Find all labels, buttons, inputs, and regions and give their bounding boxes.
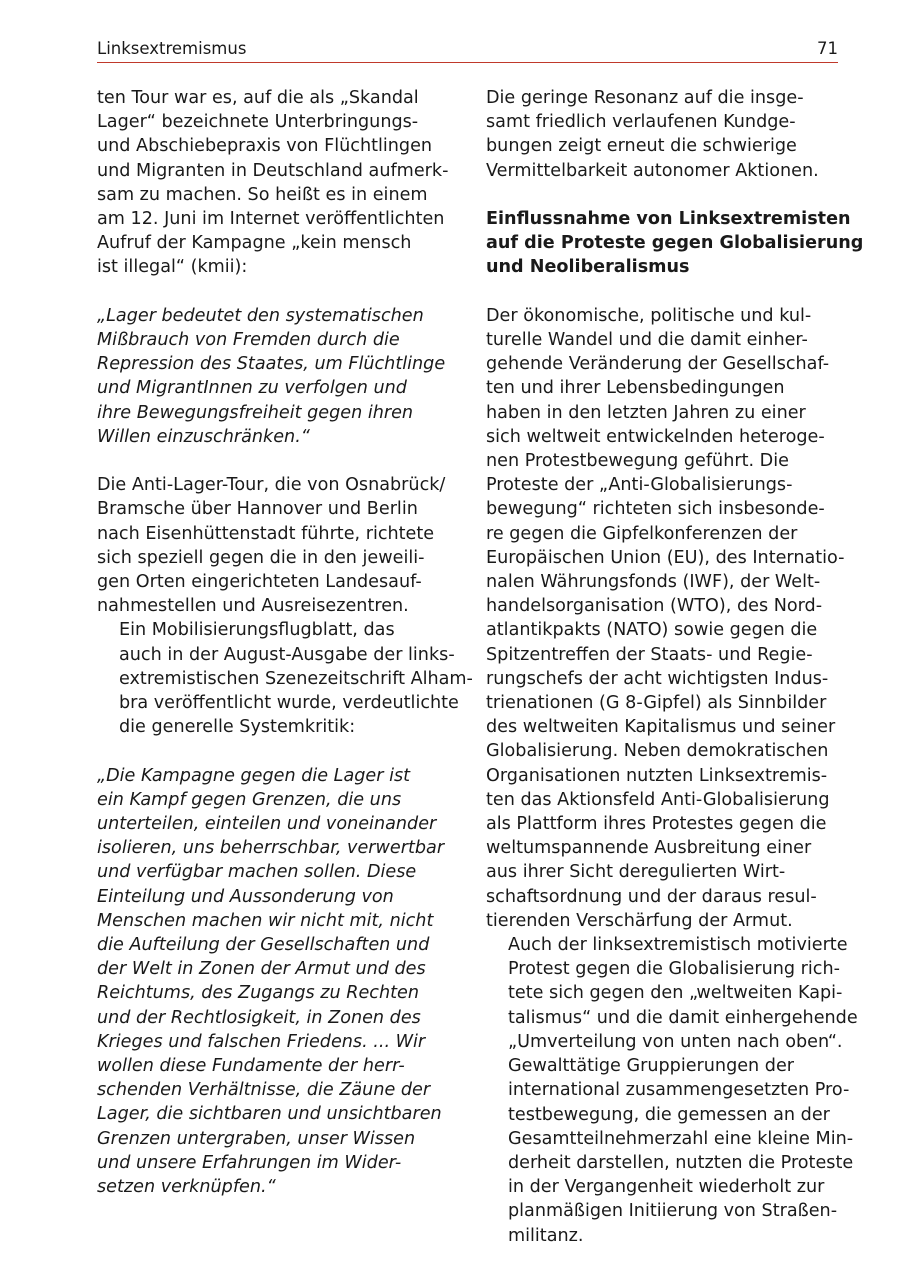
quote-lager bbox=[97, 304, 452, 449]
text-line: international zusammengesetzten Pro- bbox=[508, 1080, 850, 1101]
text-line: ein Kampf gegen Grenzen, die uns bbox=[97, 789, 402, 810]
text-line: Repression des Staates, um Flüchtlinge bbox=[97, 354, 446, 375]
text-line: re gegen die Gipfelkonferenzen der bbox=[486, 523, 798, 544]
text-line: Ein Mobilisierungsflugblatt, das bbox=[119, 620, 395, 641]
text-line: derheit darstellen, nutzten die Proteste bbox=[508, 1152, 854, 1173]
right-column bbox=[486, 86, 864, 1248]
running-header bbox=[97, 38, 838, 63]
text-line: ihre Bewegungsfreiheit gegen ihren bbox=[97, 402, 414, 423]
text-line: planmäßigen Initiierung von Straßen- bbox=[508, 1201, 838, 1222]
text-line: Krieges und falschen Friedens. ... Wir bbox=[97, 1031, 426, 1052]
text-line: gehende Veränderung der Gesellschaf- bbox=[486, 354, 830, 375]
text-line: am 12. Juni im Internet veröffentlichten bbox=[97, 209, 445, 230]
text-line: „Lager bedeutet den systematischen bbox=[97, 305, 424, 326]
text-line: Grenzen untergraben, unser Wissen bbox=[97, 1128, 416, 1149]
text-line: haben in den letzten Jahren zu einer bbox=[486, 402, 806, 423]
text-line: tierenden Verschärfung der Armut. bbox=[486, 910, 793, 931]
text-line: bewegung“ richteten sich insbesonde- bbox=[486, 499, 825, 520]
paragraph-protest bbox=[486, 933, 858, 1248]
text-line: handelsorganisation (WTO), des Nord- bbox=[486, 596, 823, 617]
text-line: extremistischen Szenezeitschrift Alham- bbox=[119, 668, 473, 689]
text-line: als Plattform ihres Protestes gegen die bbox=[486, 814, 827, 835]
text-line: Vermittelbarkeit autonomer Aktionen. bbox=[486, 160, 819, 181]
text-line: und MigrantInnen zu verfolgen und bbox=[97, 378, 407, 399]
section-title: Linksextremismus bbox=[97, 39, 247, 58]
text-line: und der Rechtlosigkeit, in Zonen des bbox=[97, 1007, 421, 1028]
text-line: und Abschiebepraxis von Flüchtlingen bbox=[97, 136, 433, 157]
text-line: Aufruf der Kampagne „kein mensch bbox=[97, 233, 412, 254]
text-line: sam zu machen. So heißt es in einem bbox=[97, 184, 428, 205]
text-line: in der Vergangenheit wiederholt zur bbox=[508, 1177, 825, 1198]
text-line: Menschen machen wir nicht mit, nicht bbox=[97, 910, 434, 931]
text-line: ten das Aktionsfeld Anti-Globalisierung bbox=[486, 789, 830, 810]
text-line: testbewegung, die gemessen an der bbox=[508, 1104, 830, 1125]
text-line: ten und ihrer Lebensbedingungen bbox=[486, 378, 785, 399]
text-line: Einflussnahme von Linksextremisten bbox=[486, 209, 851, 229]
text-line: turelle Wandel und die damit einher- bbox=[486, 330, 808, 350]
text-line: samt friedlich verlaufenen Kundge- bbox=[486, 112, 796, 133]
text-line: und Migranten in Deutschland aufmerk- bbox=[97, 160, 449, 181]
text-line: die generelle Systemkritik: bbox=[119, 717, 356, 738]
page-number: 71 bbox=[817, 39, 838, 58]
text-line: Organisationen nutzten Linksextremis- bbox=[486, 765, 828, 786]
text-line: talismus“ und die damit einhergehende bbox=[508, 1007, 858, 1028]
text-line: Auch der linksextremistisch motivierte bbox=[508, 935, 848, 956]
text-line: isolieren, uns beherrschbar, verwertbar bbox=[97, 838, 445, 859]
paragraph-wandel bbox=[486, 304, 845, 933]
text-line: Die Anti-Lager-Tour, die von Osnabrück/ bbox=[97, 475, 446, 496]
text-line: Gesamtteilnehmerzahl eine kleine Min- bbox=[508, 1128, 854, 1149]
text-line: nen Protestbewegung geführt. Die bbox=[486, 451, 789, 472]
text-line: auf die Proteste gegen Globalisierung bbox=[486, 233, 864, 254]
text-line: Mißbrauch von Fremden durch die bbox=[97, 330, 400, 351]
text-line: wollen diese Fundamente der herr- bbox=[97, 1056, 405, 1077]
text-line: Europäischen Union (EU), des Internatio- bbox=[486, 547, 845, 568]
text-line: nach Eisenhüttenstadt führte, richtete bbox=[97, 523, 435, 544]
paragraph-anti-lager-tour bbox=[97, 473, 452, 618]
paragraph-intro bbox=[97, 86, 452, 280]
text-line: Der ökonomische, politische und kul- bbox=[486, 305, 812, 326]
text-line: weltumspannende Ausbreitung einer bbox=[486, 838, 812, 859]
text-line: schaftsordnung und der daraus resul- bbox=[486, 886, 817, 907]
text-line: Die geringe Resonanz auf die insge- bbox=[486, 88, 804, 108]
text-line: der Welt in Zonen der Armut und des bbox=[97, 959, 426, 980]
text-line: bra veröffentlicht wurde, verdeutlichte bbox=[119, 693, 459, 714]
text-line: sich speziell gegen die in den jeweili- bbox=[97, 547, 425, 568]
text-line: die Aufteilung der Gesellschaften und bbox=[97, 935, 430, 956]
section-heading bbox=[486, 207, 864, 280]
text-line: und verfügbar machen sollen. Diese bbox=[97, 862, 417, 883]
text-line: des weltweiten Kapitalismus und seiner bbox=[486, 717, 836, 738]
quote-kampagne bbox=[97, 764, 452, 1200]
text-line: tete sich gegen den „weltweiten Kapi- bbox=[508, 983, 843, 1004]
text-line: „Die Kampagne gegen die Lager ist bbox=[97, 765, 411, 786]
text-line: Willen einzuschränken.“ bbox=[97, 426, 310, 447]
text-line: rungschefs der acht wichtigsten Indus- bbox=[486, 668, 829, 689]
text-line: Bramsche über Hannover und Berlin bbox=[97, 499, 418, 520]
text-line: bungen zeigt erneut die schwierige bbox=[486, 136, 797, 157]
text-line: Lager“ bezeichnete Unterbringungs- bbox=[97, 112, 419, 133]
text-line: nalen Währungsfonds (IWF), der Welt- bbox=[486, 572, 821, 593]
text-line: Globalisierung. Neben demokratischen bbox=[486, 741, 829, 762]
text-line: sich weltweit entwickelnden heteroge- bbox=[486, 426, 825, 447]
text-line: unterteilen, einteilen und voneinander bbox=[97, 814, 437, 835]
text-line: auch in der August-Ausgabe der links- bbox=[119, 644, 455, 665]
text-line: ten Tour war es, auf die als „Skandal bbox=[97, 88, 419, 108]
paragraph-resonanz bbox=[486, 86, 842, 183]
text-line: Spitzentreffen der Staats- und Regie- bbox=[486, 644, 813, 665]
text-line: und unsere Erfahrungen im Wider- bbox=[97, 1152, 402, 1173]
text-line: nahmestellen und Ausreisezentren. bbox=[97, 596, 409, 617]
text-line: Lager, die sichtbaren und unsichtbaren bbox=[97, 1104, 442, 1125]
text-line: Protest gegen die Globalisierung rich- bbox=[508, 959, 840, 980]
left-column bbox=[97, 86, 473, 1199]
text-line: Proteste der „Anti-Globalisierungs- bbox=[486, 475, 793, 496]
text-line: Gewalttätige Gruppierungen der bbox=[508, 1056, 795, 1077]
text-line: schenden Verhältnisse, die Zäune der bbox=[97, 1080, 431, 1101]
text-line: Einteilung und Aussonderung von bbox=[97, 886, 394, 907]
text-line: trienationen (G 8-Gipfel) als Sinnbilder bbox=[486, 693, 827, 714]
text-line: setzen verknüpfen.“ bbox=[97, 1177, 276, 1198]
text-line: und Neoliberalismus bbox=[486, 257, 690, 278]
text-line: aus ihrer Sicht deregulierten Wirt- bbox=[486, 862, 786, 883]
text-line: atlantikpakts (NATO) sowie gegen die bbox=[486, 620, 818, 641]
text-line: gen Orten eingerichteten Landesauf- bbox=[97, 572, 422, 593]
text-line: Reichtums, des Zugangs zu Rechten bbox=[97, 983, 420, 1004]
text-line: „Umverteilung von unten nach oben“. bbox=[508, 1031, 843, 1052]
text-line: militanz. bbox=[508, 1225, 584, 1246]
paragraph-flugblatt bbox=[97, 618, 473, 739]
text-line: ist illegal“ (kmii): bbox=[97, 257, 248, 278]
